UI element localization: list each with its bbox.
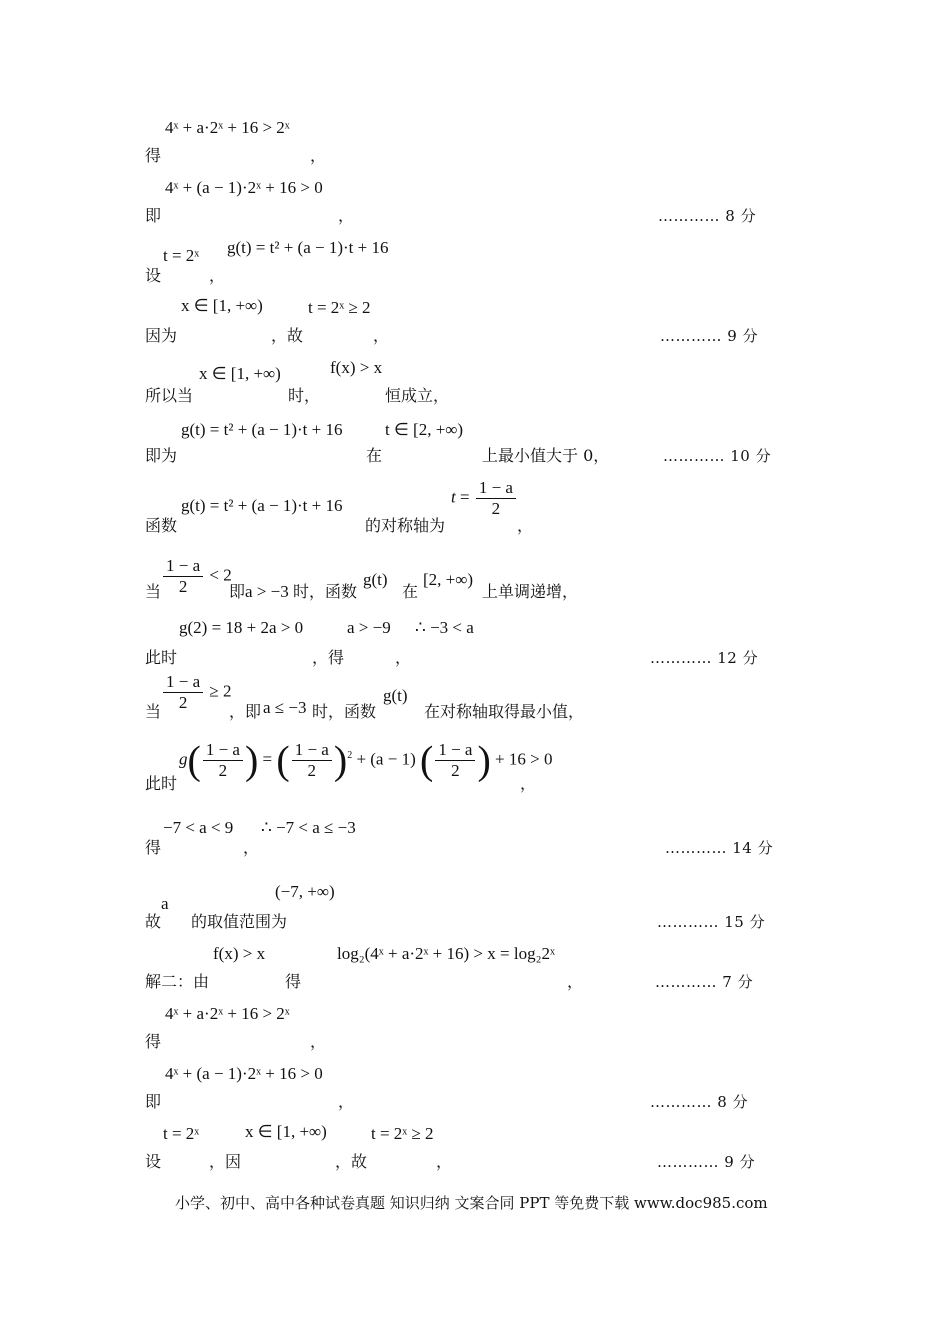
formula: t = 2ˣ [163,246,200,265]
text: 在 [366,446,383,465]
formula: 4ˣ + a·2ˣ + 16 > 2ˣ [165,1004,290,1023]
formula [161,672,231,713]
text: ， [373,326,390,345]
formula: f(x) > x [213,944,266,963]
formula [161,556,232,597]
numerator: 1 − a [163,556,203,577]
numerator: 1 − a [163,672,203,693]
text: 时，函数 [293,582,358,601]
text: 在 [402,582,419,601]
text: 因为 [145,326,178,345]
denominator: 2 [218,761,228,780]
formula: t = $\frac{1 - a}{2}$ [451,478,518,519]
line-1 [145,110,785,170]
text: ， [517,516,534,535]
numerator: 1 − a [203,740,243,761]
text: 在对称轴取得最小值， [424,702,585,721]
denominator: 2 [178,693,188,712]
formula: x ∈ [1, +∞) [181,296,263,315]
formula: t = 2ˣ ≥ 2 [308,298,371,317]
score-mark: ………… 7 分 [655,973,754,991]
formula: a ≤ −3 [263,698,307,717]
line-13 [145,876,785,936]
text: 恒成立， [385,386,450,405]
line-14 [145,936,785,996]
line-4 [145,290,785,350]
line-8 [145,556,785,606]
numerator: 1 − a [476,478,516,499]
score-mark: ………… 15 分 [657,913,766,931]
line-3 [145,230,785,290]
score-mark: ………… 10 分 [663,447,772,465]
score-mark: ………… 9 分 [660,327,759,345]
score-mark: ………… 8 分 [650,1093,749,1111]
text: 即为 [145,446,178,465]
text: 上单调递增， [482,582,579,601]
text: 时，函数 [312,702,377,721]
text: ，故 [271,326,304,345]
text: ，因 [209,1152,242,1171]
formula: t = 2ˣ [163,1124,200,1143]
formula: ∴ −3 < a [415,618,474,637]
text: 得 [145,1032,162,1051]
text: ， [209,266,226,285]
text: ， [338,206,355,225]
text: 得 [145,838,162,857]
score-mark: ………… 8 分 [658,207,757,225]
line-5 [145,350,785,410]
text: 即 [145,206,162,225]
formula: g(t) [383,686,408,705]
text: 时， [288,386,321,405]
line-6 [145,410,785,470]
text: ， [310,146,327,165]
formula: 4ˣ + (a − 1)·2ˣ + 16 > 0 [165,178,323,197]
line-7 [145,478,785,540]
inequality: < 2 [209,565,232,585]
text: 当 [145,702,162,721]
formula: a > −9 [347,618,391,637]
formula: [2, +∞) [423,570,474,589]
line-11 [145,736,785,798]
formula: ∴ −7 < a ≤ −3 [261,818,356,837]
text: 函数 [145,516,178,535]
text: ， [338,1092,355,1111]
text: ， [310,1032,327,1051]
score-mark: ………… 12 分 [650,649,759,667]
formula: g( $\frac{1 - a}{2}$ ) = ( $\frac{1 - a}{2}$ )$^2$ + (a − 1) ( $\frac{1 - a}{2}$ ) + 16 > 0 [179,737,553,783]
line-15 [145,996,785,1056]
text: 的对称轴为 [365,516,446,535]
text: 所以当 [145,386,194,405]
expression: + (a − 1) [356,749,416,769]
page-footer: 小学、初中、高中各种试卷真题 知识归纳 文案合同 PPT 等免费下载 www.doc985.com [175,1194,768,1212]
formula: t = 2ˣ ≥ 2 [371,1124,434,1143]
score-mark: ………… 14 分 [665,839,774,857]
expression: + 16 > 0 [495,749,553,769]
text: 故 [145,912,162,931]
score-mark: ………… 9 分 [657,1153,756,1171]
line-10 [145,672,785,726]
formula: log₂(4ˣ + a·2ˣ + 16) > x = log₂2ˣ [337,944,555,963]
text: ， [395,648,412,667]
formula: 4ˣ + (a − 1)·2ˣ + 16 > 0 [165,1064,323,1083]
denominator: 2 [451,761,460,780]
line-17 [145,1116,785,1176]
denominator: 2 [491,499,501,518]
text: 设 [145,266,162,285]
text: 此时 [145,648,178,667]
text: ，故 [335,1152,368,1171]
numerator: 1 − a [435,740,475,761]
text: 此时 [145,774,178,793]
text: 上最小值大于 0， [482,446,610,465]
formula: −7 < a < 9 [163,818,234,837]
text: ，即 [229,702,262,721]
formula: a [161,894,169,913]
text: 设 [145,1152,162,1171]
line-9 [145,612,785,672]
text: ， [243,838,260,857]
text: 的取值范围为 [175,912,288,931]
text: 当 [145,582,162,601]
formula: x ∈ [1, +∞) [199,364,281,383]
formula: (−7, +∞) [275,882,335,901]
line-12 [145,814,785,862]
formula: 4ˣ + a·2ˣ + 16 > 2ˣ [165,118,290,137]
text: 即 [229,582,246,601]
inequality: ≥ 2 [209,681,232,701]
text: 即 [145,1092,162,1111]
formula: g(2) = 18 + 2a > 0 [179,618,304,637]
numerator: 1 − a [292,740,332,761]
text: ， [436,1152,453,1171]
formula: t ∈ [2, +∞) [385,420,464,439]
formula: x ∈ [1, +∞) [245,1122,327,1141]
formula: f(x) > x [330,358,383,377]
text: 得 [145,146,162,165]
text: ， [567,972,584,991]
formula: a > −3 [245,582,289,601]
text: 得 [285,972,302,991]
formula: g(t) = t² + (a − 1)·t + 16 [181,496,343,515]
text: ，得 [312,648,345,667]
text: 解二：由 [145,972,210,991]
denominator: 2 [307,761,317,780]
formula: g(t) = t² + (a − 1)·t + 16 [181,420,343,439]
formula: g(t) = t² + (a − 1)·t + 16 [227,238,389,257]
formula: g(t) [363,570,388,589]
text: ， [520,774,537,793]
denominator: 2 [178,577,188,596]
line-16 [145,1056,785,1116]
line-2 [145,170,785,230]
